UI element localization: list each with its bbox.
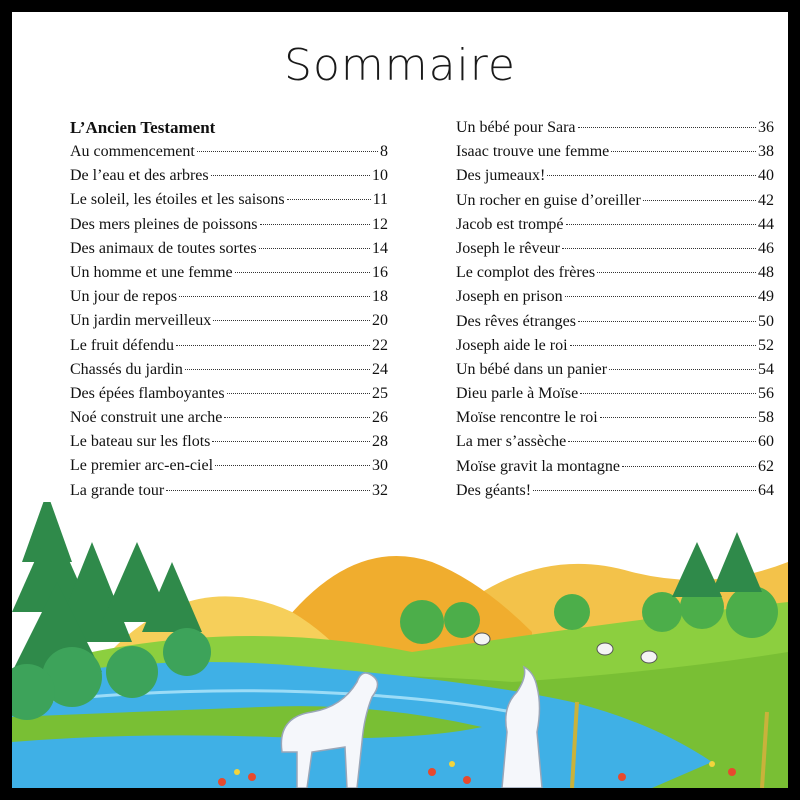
toc-left-list (70, 140, 388, 527)
toc-entry-title: Joseph en prison (456, 288, 563, 306)
toc-entry (70, 406, 388, 430)
toc-entry-page: 28 (372, 433, 388, 451)
toc-entry (70, 285, 388, 309)
toc-entry-title: Le bateau sur les flots (70, 433, 211, 451)
toc-entry-title: Moïse gravit la montagne (456, 457, 620, 475)
dot-leader (533, 490, 756, 491)
dot-leader (566, 224, 756, 225)
toc-entry-page: 54 (758, 360, 774, 378)
dot-leader (547, 175, 756, 176)
toc-entry-title: Un jardin merveilleux (70, 312, 212, 330)
toc-entry (456, 285, 774, 309)
dot-leader (211, 175, 370, 176)
dot-leader (166, 490, 370, 491)
toc-entry (70, 454, 388, 478)
dot-leader (185, 369, 370, 370)
dot-leader (622, 466, 756, 467)
toc-entry-title: Des rêves étranges (456, 312, 576, 330)
toc-entry (456, 406, 774, 430)
toc-entry (70, 358, 388, 382)
toc-left-column (70, 116, 388, 527)
toc-entry (70, 309, 388, 333)
toc-entry-page: 25 (372, 384, 388, 402)
toc-entry (456, 237, 774, 261)
toc-entry-title: Jacob est trompé (456, 215, 564, 233)
toc-entry-page: 14 (372, 239, 388, 257)
toc-entry (456, 334, 774, 358)
dot-leader (179, 296, 370, 297)
toc-entry (70, 237, 388, 261)
toc-entry (70, 382, 388, 406)
dot-leader (227, 393, 370, 394)
toc-right-list (456, 116, 774, 527)
toc-entry-title: Des mers pleines de poissons (70, 215, 258, 233)
toc-entry-page: 20 (372, 312, 388, 330)
toc-entry-title: Des animaux de toutes sortes (70, 239, 257, 257)
toc-entry-page: 50 (758, 312, 774, 330)
dot-leader (213, 320, 370, 321)
toc-entry (456, 310, 774, 334)
toc-entry-page: 62 (758, 457, 774, 475)
dot-leader (611, 151, 756, 152)
toc-entry-page: 16 (372, 263, 388, 281)
dot-leader (578, 127, 756, 128)
toc-entry-page: 58 (758, 409, 774, 427)
toc-entry-title: Noé construit une arche (70, 409, 223, 427)
toc-entry-title: Le soleil, les étoiles et les saisons (70, 191, 285, 209)
toc-entry-title: Le complot des frères (456, 264, 596, 282)
dot-leader (597, 272, 756, 273)
toc-entry-page: 40 (758, 167, 774, 185)
toc-entry-title: Chassés du jardin (70, 360, 183, 378)
dot-leader (224, 417, 370, 418)
toc-entry-title: La grande tour (70, 481, 165, 499)
toc-entry-page: 24 (372, 360, 388, 378)
toc-entry-title: Moïse rencontre le roi (456, 409, 598, 427)
toc-entry-title: Joseph aide le roi (456, 336, 568, 354)
dot-leader (565, 296, 756, 297)
toc-entry-page: 32 (372, 481, 388, 499)
toc-entry-page: 12 (372, 215, 388, 233)
toc-entry-title: Un homme et une femme (70, 263, 233, 281)
toc-entry (70, 430, 388, 454)
toc-entry-title: Le premier arc-en-ciel (70, 457, 214, 475)
toc-entry (456, 116, 774, 140)
toc-entry (456, 430, 774, 454)
page-title: Sommaire (284, 40, 516, 91)
toc-entry-title: Au commencement (70, 143, 195, 160)
landscape-illustration (12, 502, 788, 788)
toc-entry-page: 36 (758, 119, 774, 136)
toc-entry (456, 189, 774, 213)
toc-entry-page: 38 (758, 143, 774, 161)
dot-leader (609, 369, 756, 370)
toc-entry (456, 358, 774, 382)
toc-entry-page: 26 (372, 409, 388, 427)
toc-entry-page: 56 (758, 385, 774, 403)
toc-entry (456, 261, 774, 285)
section-heading: L’Ancien Testament (70, 118, 216, 137)
toc-entry (456, 455, 774, 479)
toc-entry-page: 42 (758, 191, 774, 209)
toc-entry-title: Le fruit défendu (70, 336, 174, 354)
toc-entry-page: 49 (758, 288, 774, 306)
dot-leader (259, 248, 370, 249)
dot-leader (580, 393, 756, 394)
dot-leader (600, 417, 756, 418)
book-page (12, 12, 788, 788)
toc-entry (456, 213, 774, 237)
toc-entry (70, 164, 388, 188)
toc-entry-page: 22 (372, 336, 388, 354)
toc-entry (70, 261, 388, 285)
toc-entry (70, 334, 388, 358)
toc-entry (70, 140, 388, 164)
toc-entry-title: Isaac trouve une femme (456, 143, 610, 161)
toc-entry-page: 48 (758, 264, 774, 282)
toc-entry-title: Un bébé dans un panier (456, 360, 608, 378)
toc-entry-page: 52 (758, 336, 774, 354)
dot-leader (578, 321, 756, 322)
dot-leader (562, 248, 756, 249)
toc-entry-page: 11 (372, 191, 388, 209)
toc-entry (70, 479, 388, 503)
toc-right-column (456, 116, 774, 527)
dot-leader (287, 199, 371, 200)
toc-entry-title: Joseph le rêveur (456, 239, 560, 257)
toc-entry-title: Un rocher en guise d’oreiller (456, 191, 641, 209)
dot-leader (643, 200, 756, 201)
dot-leader (260, 224, 370, 225)
toc-entry-page: 18 (372, 288, 388, 306)
dot-leader (235, 272, 370, 273)
toc-entry-title: La mer s’assèche (456, 433, 567, 451)
toc-entry-page: 60 (758, 433, 774, 451)
toc-entry (456, 140, 774, 164)
dot-leader (215, 465, 370, 466)
dot-leader (568, 441, 756, 442)
toc-entry-page: 64 (758, 481, 774, 499)
toc-entry-title: Des épées flamboyantes (70, 384, 225, 402)
toc-entry (70, 213, 388, 237)
toc-entry-page: 10 (372, 167, 388, 185)
toc-entry-title: Des géants! (456, 481, 532, 499)
dot-leader (570, 345, 756, 346)
dot-leader (176, 345, 370, 346)
toc-entry-page: 8 (380, 143, 388, 160)
toc-entry-title: De l’eau et des arbres (70, 167, 209, 185)
toc-entry-page: 44 (758, 215, 774, 233)
toc-entry-page: 30 (372, 457, 388, 475)
dot-leader (197, 151, 378, 152)
dot-leader (212, 441, 370, 442)
toc-entry-page: 46 (758, 239, 774, 257)
toc-entry (456, 382, 774, 406)
toc-entry (70, 188, 388, 212)
toc-entry-title: Un bébé pour Sara (456, 119, 576, 136)
toc-entry (456, 164, 774, 188)
toc-entry-title: Un jour de repos (70, 288, 178, 306)
toc-entry-title: Dieu parle à Moïse (456, 385, 579, 403)
toc-entry-title: Des jumeaux! (456, 167, 546, 185)
toc-entry (456, 479, 774, 503)
